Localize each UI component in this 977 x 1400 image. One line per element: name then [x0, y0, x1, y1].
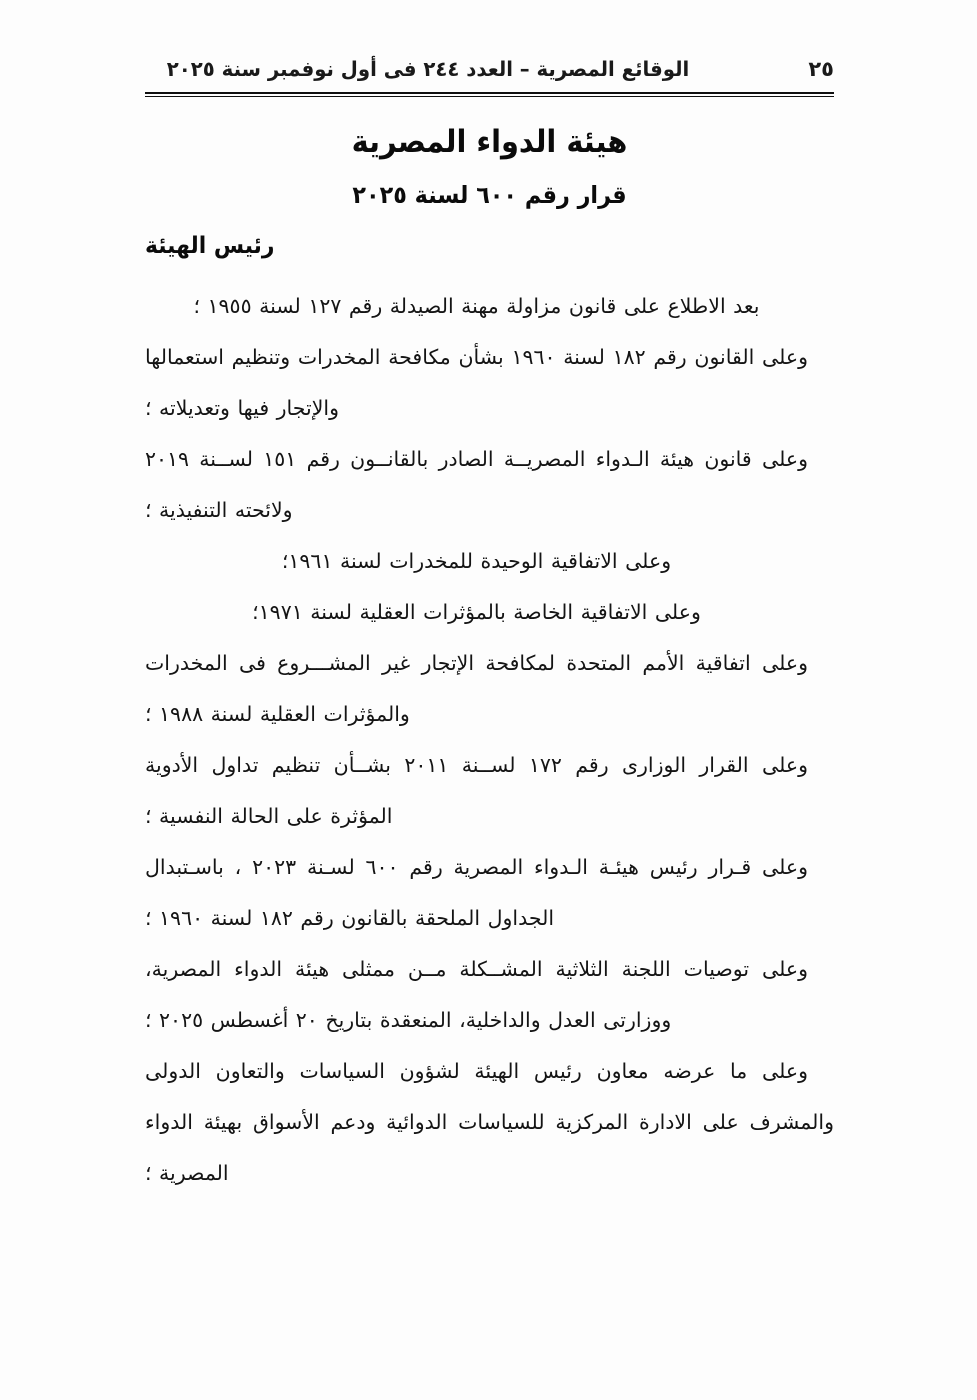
running-header [145, 52, 834, 86]
preamble-clause: وعلى قانون هيئة الـدواء المصريــة الصادر بالقانــون رقم ١٥١ لســنة ٢٠١٩ ولائحته التنفيذية ؛ [145, 447, 808, 522]
preamble-clause: وعلى القرار الوزارى رقم ١٧٢ لســنة ٢٠١١ بشــأن تنظيم تداول الأدوية المؤثرة على الحالة النفسية ؛ [145, 753, 808, 828]
preamble-clause: وعلى ما عرضه معاون رئيس الهيئة لشؤون السياسات والتعاون الدولى والمشرف على الادارة المركزية للسياسات الدوائية ودعم الأسواق بهيئة الدواء المصرية ؛ [145, 1059, 834, 1185]
preamble-clause: وعلى قـرار رئيس هيئـة الـدواء المصرية رقم ٦٠٠ لسـنة ٢٠٢٣ ، باسـتبدال الجداول الملحقة بالقانون رقم ١٨٢ لسنة ١٩٦٠ ؛ [145, 855, 808, 930]
page-title: هيئة الدواء المصرية [351, 124, 628, 160]
gazette-header-text: الوقائع المصرية – العدد ٢٤٤ فى أول نوفمبر سنة ٢٠٢٥ [166, 57, 690, 81]
preamble-body [145, 281, 834, 1199]
preamble-clause: وعلى القانون رقم ١٨٢ لسنة ١٩٦٠ بشأن مكافحة المخدرات وتنظيم استعمالها والإتجار فيها وتعديلاته ؛ [145, 345, 808, 420]
preamble-clause: وعلى الاتفاقية الوحيدة للمخدرات لسنة ١٩٦١؛ [281, 549, 672, 573]
decree-number-subtitle: قرار رقم ٦٠٠ لسنة ٢٠٢٥ [352, 181, 627, 209]
header-divider-rule [145, 92, 834, 97]
preamble-clause: بعد الاطلاع على قانون مزاولة مهنة الصيدلة رقم ١٢٧ لسنة ١٩٥٥ ؛ [193, 294, 760, 318]
preamble-clause: وعلى اتفاقية الأمم المتحدة لمكافحة الإتجار غير المشـــروع فى المخدرات والمؤثرات العقلية لسنة ١٩٨٨ ؛ [145, 651, 808, 726]
preamble-clause: وعلى الاتفاقية الخاصة بالمؤثرات العقلية لسنة ١٩٧١؛ [252, 600, 701, 624]
preamble-clause: وعلى توصيات اللجنة الثلاثية المشــكلة مــن ممثلى هيئة الدواء المصرية، ووزارتى العدل والداخلية، المنعقدة بتاريخ ٢٠ أغسطس ٢٠٢٥ ؛ [145, 957, 808, 1032]
page-number: ٢٥ [808, 57, 834, 81]
signatory-heading: رئيس الهيئة [145, 233, 275, 259]
